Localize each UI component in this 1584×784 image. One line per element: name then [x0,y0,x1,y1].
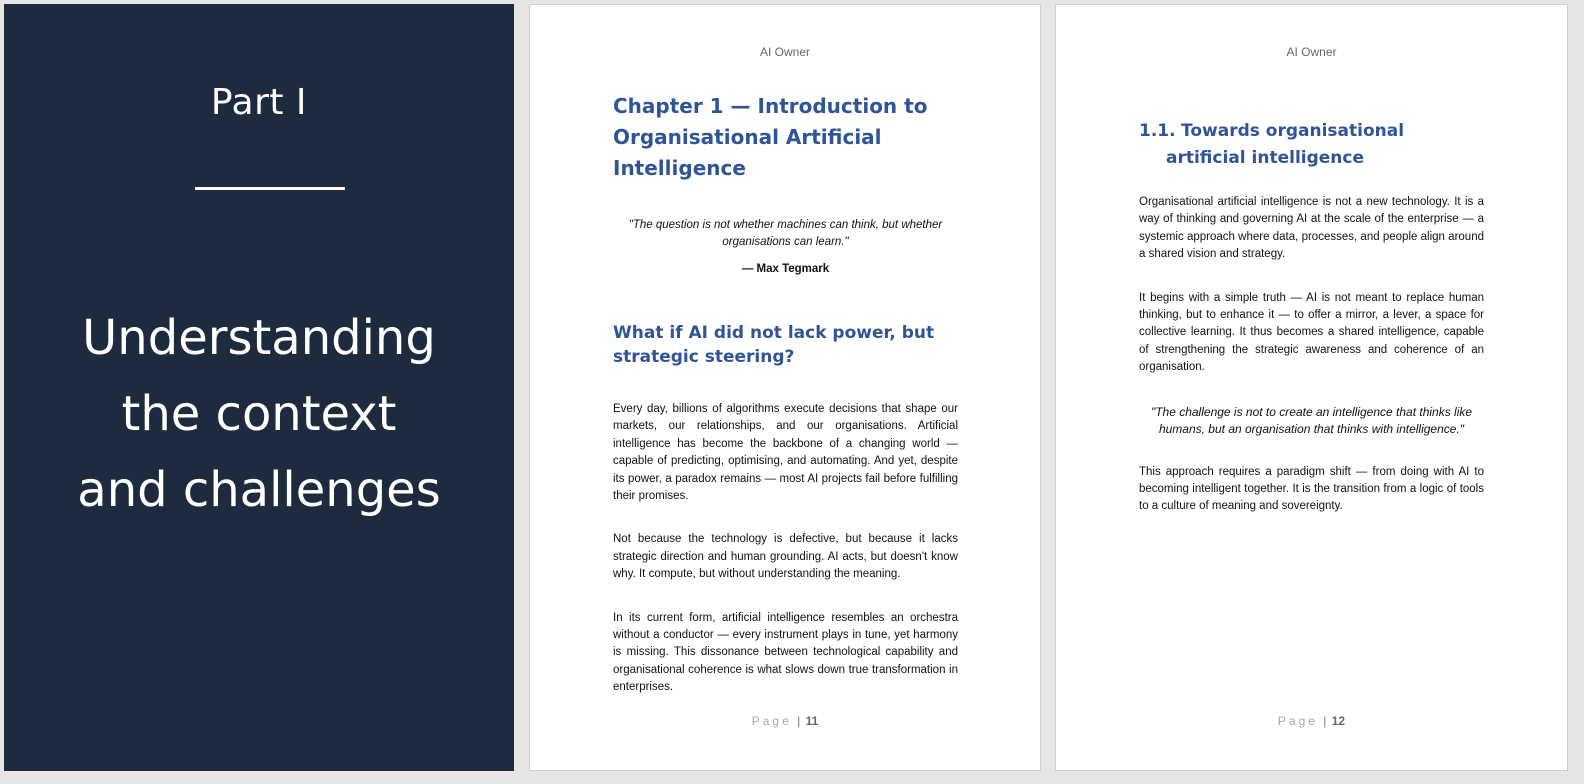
part-title [4,300,514,528]
section-subheading: What if AI did not lack power, but strategic steering? [613,323,935,367]
epigraph-author: — Max Tegmark [741,263,830,275]
page-separator: | [1323,714,1327,728]
document-page-12 [1055,4,1568,771]
part-cover-page [4,4,514,771]
page-separator: | [797,714,801,728]
page-label: Page [751,714,792,728]
body-paragraph: Organisational artificial intelligence is not a new technology. It is a way of thinking and governing AI at the scale of the enterprise — a systemic approach where data, processes, and people align around a shared vision and strategy. [1139,196,1484,261]
page-header: AI Owner [1286,45,1337,59]
page-footer [1056,714,1567,728]
body-paragraph: In its current form, artificial intelligence resembles an orchestra without a conductor — every instrument plays in tune, yet harmony is missing. This dissonance between technological capability and organisational coherence is what slows down true transformation in enterprises. [613,611,958,694]
page-footer [530,714,1040,728]
page-header: AI Owner [759,45,810,59]
page-label: Page [1277,714,1318,728]
body-paragraph: Not because the technology is defective, but because it lacks strategic direction and human grounding. AI acts, but doesn't know why. It compute, but without understanding the meaning. [613,533,958,581]
document-page-11 [529,4,1041,771]
epigraph-quote: "The question is not whether machines can think, but whether organisations can learn." [628,219,943,248]
page-content [1139,118,1484,516]
body-paragraph: It begins with a simple truth — AI is not meant to replace human thinking, but to enhance it — to offer a mirror, a lever, a space for collective learning. It thus becomes a shared intelligence, capable of strengthening the strategic awareness and coherence of an organisation. [1139,291,1484,374]
page-number: 11 [805,714,819,728]
pull-quote: "The challenge is not to create an intelligence that thinks like humans, but an organisation that thinks with intelligence." [1150,404,1473,436]
section-heading [1139,118,1484,172]
section-title: Towards organisational artificial intelligence [1166,121,1405,168]
part-title-line: and challenges [77,462,441,518]
part-label: Part I [210,82,308,123]
cover-divider [195,187,345,190]
body-paragraph: Every day, billions of algorithms execute decisions that shape our markets, our relationships, and our organisations. Artificial intelligence has become the backbone of a changing world — capable of predicting, optimising, and automating. And yet, despite its power, a paradox remains — most AI projects fail before fulfilling their promises. [613,403,958,503]
part-title-line: the context [121,386,397,442]
body-paragraph: This approach requires a paradigm shift — from doing with AI to becoming intelligent together. It is the transition from a logic of tools to a culture of meaning and sovereignty. [1139,465,1484,513]
chapter-title: Chapter 1 — Introduction to Organisational Artificial Intelligence [613,94,928,180]
part-title-line: Understanding [82,310,436,366]
page-content [613,91,958,697]
section-number: 1.1. [1139,121,1176,141]
page-number: 12 [1331,714,1346,728]
